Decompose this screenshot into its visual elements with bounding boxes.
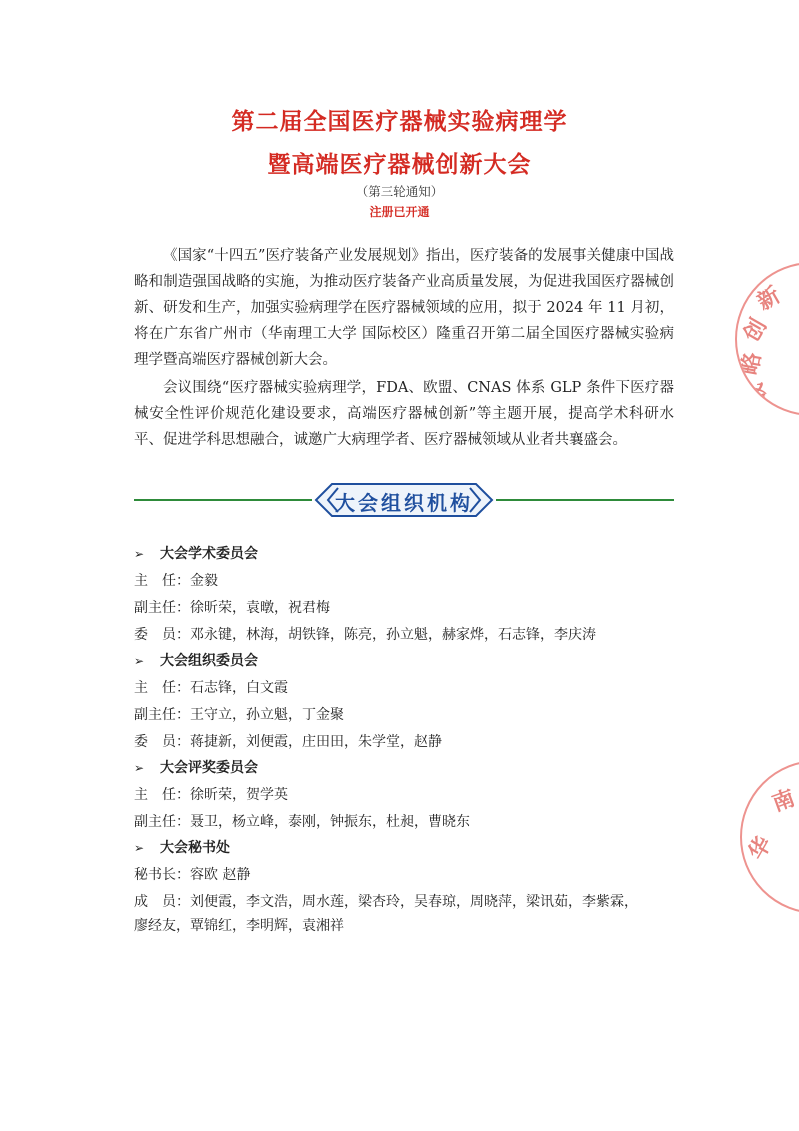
banner-left-line — [134, 499, 312, 501]
registration-open: 注册已开通 — [369, 205, 430, 219]
banner-label: 大会组织机构 — [335, 491, 473, 515]
committee-row: 副主任：王守立，孙立魁，丁金聚 — [134, 707, 344, 723]
arrow-icon: ➢ — [134, 654, 145, 668]
committee-row: 主 任：石志锋，白文霞 — [134, 680, 288, 696]
banner-right-line — [496, 499, 674, 501]
secretariat-heading — [134, 837, 694, 857]
section-heading: 大会评奖委员会 — [160, 760, 258, 776]
committee-row: 副主任：聂卫，杨立峰，泰刚，钟振东，杜昶，曹晓东 — [134, 814, 470, 830]
title-line-1: 第二届全国医疗器械实验病理学 — [231, 109, 568, 135]
section-heading: 大会秘书处 — [160, 840, 230, 856]
arrow-icon: ➢ — [134, 761, 145, 775]
section-heading: 大会组织委员会 — [160, 653, 258, 669]
section-banner — [134, 480, 674, 520]
intro-paragraph — [134, 243, 674, 373]
committee-award-heading — [134, 757, 694, 777]
committee-row: 廖经友，覃锦红，李明辉，袁湘祥 — [134, 918, 344, 934]
arrow-icon: ➢ — [134, 841, 145, 855]
committee-row: 秘书长：容欧 赵静 — [134, 867, 251, 883]
arrow-icon: ➢ — [134, 547, 145, 561]
theme-paragraph — [134, 375, 674, 453]
theme-text: 会议围绕“医疗器械实验病理学，FDA、欧盟、CNAS 体系 GLP 条件下医疗器械安全性评价规范化建设要求，高端医疗器械创新”等主题开展，提高学术科研水平、促进学科思想融合，诚邀广大病理学者、医疗器械领域从业者共襄盛会。 — [134, 380, 674, 448]
banner-box — [314, 482, 494, 518]
intro-text: 《国家“十四五”医疗装备产业发展规划》指出，医疗装备的发展事关健康中国战略和制造强国战略的实施，为推动医疗装备产业高质量发展，为促进我国医疗器械创新、研发和生产，加强实验病理学在医疗器械领域的应用，拟于 2024 年 11 月初，将在广东省广州市（华南理工大学 国际校区）隆重召开第二届全国医疗器械实验病理学暨高端医疗器械创新大会。 — [134, 248, 674, 368]
committee-row: 委 员：蒋捷新，刘便霞，庄田田，朱学堂，赵静 — [134, 734, 442, 750]
section-heading: 大会学术委员会 — [160, 546, 258, 562]
committee-row: 副主任：徐昕荣，袁暾，祝君梅 — [134, 600, 330, 616]
title-line-2: 暨高端医疗器械创新大会 — [267, 152, 532, 178]
committee-row: 主 任：徐昕荣，贺学英 — [134, 787, 288, 803]
committee-row: 主 任：金毅 — [134, 573, 218, 589]
committee-row: 成 员：刘便霞，李文浩，周水莲，梁杏玲，吴春琼，周晓萍，梁讯茹，李紫霖， — [134, 894, 638, 910]
notice-round: （第三轮通知） — [355, 184, 444, 199]
seal-stamp-icon: 新 创 略 战 — [735, 262, 799, 416]
committee-academic-heading — [134, 543, 694, 563]
seal-stamp-icon: 南 华 — [740, 760, 799, 914]
committee-row: 委 员：邓永键，林海，胡铁锋，陈亮，孙立魁，赫家烨，石志锋，李庆涛 — [134, 627, 596, 643]
committee-organizing-heading — [134, 650, 694, 670]
